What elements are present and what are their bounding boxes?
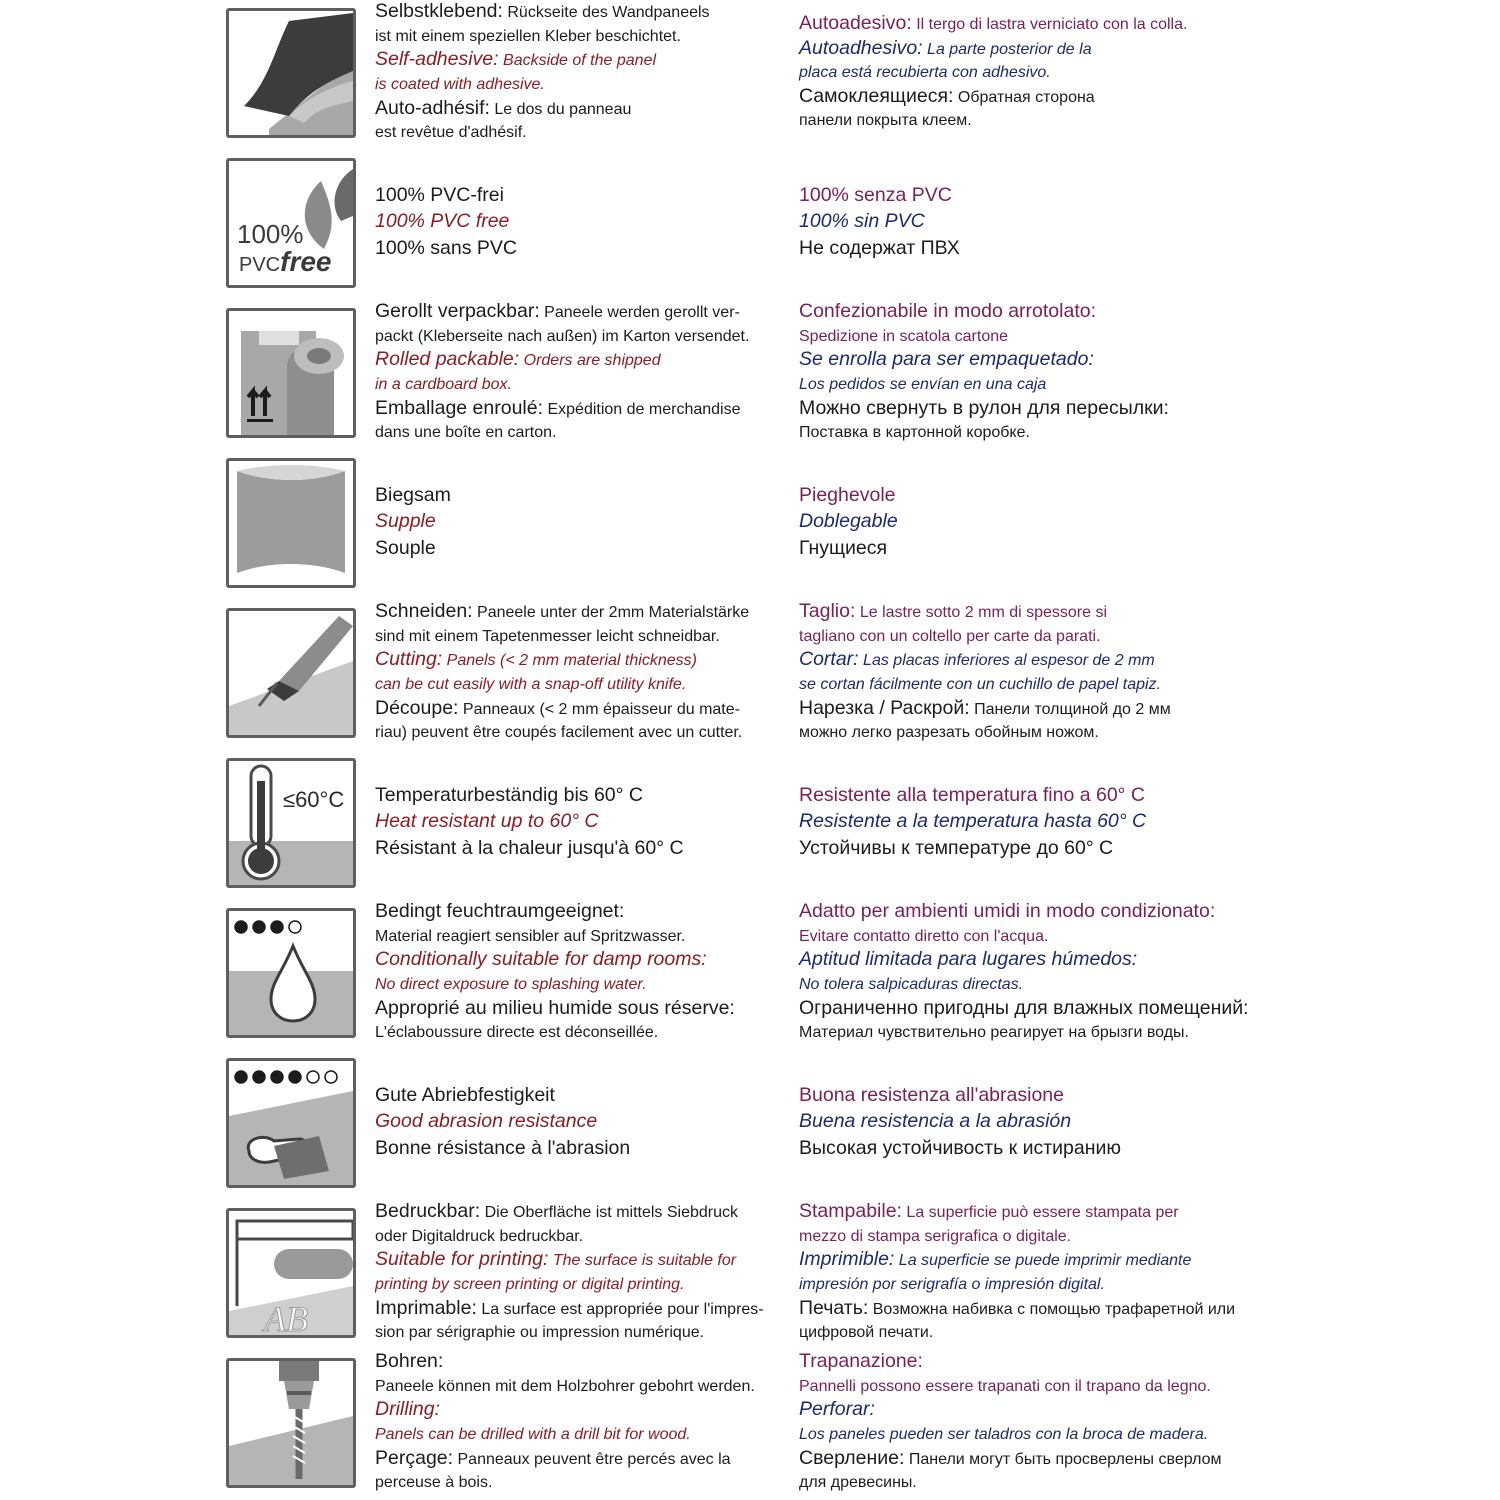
text-column-it-es-ru: [799, 12, 1187, 133]
text-line-en: Drilling:: [375, 1398, 441, 1421]
rating-dot-filled: [253, 1071, 265, 1083]
text-line-ru: Гнущиеся: [799, 536, 888, 559]
pvc-free-icon: [226, 158, 356, 288]
text-column-it-es-ru: [799, 1350, 1221, 1495]
text-line-en: Conditionally suitable for damp rooms:: [375, 948, 707, 971]
text-line-es: placa está recubierta con adhesivo.: [799, 64, 1051, 82]
text-line-ru: Материал чувствительно реагирует на брызги воды.: [799, 1024, 1189, 1042]
text-line-es: Buena resistencia a la abrasión: [799, 1110, 1072, 1133]
feature-row: [0, 150, 1500, 300]
svg-text:PVCfree: PVCfree: [239, 246, 332, 277]
text-line-it: Autoadesivo: Il tergo di lastra verniciato con la colla.: [799, 12, 1188, 34]
text-line-fr: Auto-adhésif: Le dos du panneau: [375, 96, 632, 119]
text-line-ru: панели покрыта клеем.: [799, 112, 972, 130]
text-line-en: Rolled packable: Orders are shipped: [375, 348, 661, 371]
text-line-it: Resistente alla temperatura fino a 60° C: [799, 783, 1145, 806]
text-column-de-en-fr: [375, 0, 710, 145]
text-line-de: Bedingt feuchtraumgeeignet:: [375, 900, 625, 923]
feature-row: [0, 600, 1500, 750]
text-line-fr: Emballage enroulé: Expédition de merchandise: [375, 396, 741, 419]
text-line-it: tagliano con un coltello per carte da parati.: [799, 627, 1101, 645]
text-line-de: oder Digitaldruck bedruckbar.: [375, 1227, 584, 1245]
text-line-ru: можно легко разрезать обойным ножом.: [799, 724, 1099, 742]
text-line-es: impresión por serigrafía o impresión digital.: [799, 1275, 1105, 1293]
text-column-it-es-ru: [799, 783, 1146, 863]
text-line-es: No tolera salpicaduras directas.: [799, 975, 1024, 993]
text-line-fr: sion par sérigraphie ou impression numérique.: [375, 1324, 705, 1342]
temperature-limit-text: ≤60°C: [283, 787, 345, 812]
text-line-it: 100% senza PVC: [799, 183, 952, 206]
text-line-de: Schneiden: Paneele unter der 2mm Materialstärke: [375, 600, 750, 623]
text-line-ru: Нарезка / Раскрой: Панели толщиной до 2 мм: [799, 696, 1171, 719]
text-line-de: Gerollt verpackbar: Paneele werden gerollt ver-: [375, 300, 740, 323]
text-line-it: Pannelli possono essere trapanati con il trapano da legno.: [799, 1377, 1211, 1395]
text-line-de: sind mit einem Tapetenmesser leicht schneidbar.: [375, 627, 720, 645]
text-line-de: packt (Kleberseite nach außen) im Karton versendet.: [375, 327, 750, 345]
utility-knife-icon: [226, 608, 356, 738]
text-line-fr: Découpe: Panneaux (< 2 mm épaisseur du mate-: [375, 696, 740, 719]
rating-dot-empty: [289, 921, 301, 933]
rating-dot-filled: [289, 1071, 301, 1083]
text-line-fr: 100% sans PVC: [375, 236, 517, 259]
text-line-it: Pieghevole: [799, 483, 896, 506]
text-line-en: 100% PVC free: [375, 210, 510, 233]
text-line-de: Material reagiert sensibler auf Spritzwasser.: [375, 927, 686, 945]
text-line-es: Imprimible: La superficie se puede imprimir mediante: [799, 1248, 1192, 1271]
feature-row: [0, 450, 1500, 600]
rating-dot-filled: [253, 921, 265, 933]
abrasion-hand-icon: [226, 1058, 356, 1188]
text-line-es: Autoadhesivo: La parte posterior de la: [799, 36, 1092, 59]
text-line-fr: Bonne résistance à l'abrasion: [375, 1136, 631, 1159]
text-column-de-en-fr: [375, 783, 684, 863]
thermometer-icon: [226, 758, 356, 888]
text-line-de: Bedruckbar: Die Oberfläche ist mittels Siebdruck: [375, 1200, 739, 1223]
text-column-it-es-ru: [799, 183, 960, 263]
text-column-de-en-fr: [375, 483, 451, 563]
text-column-it-es-ru: [799, 483, 898, 563]
text-line-de: Temperaturbeständig bis 60° C: [375, 783, 643, 806]
text-line-es: 100% sin PVC: [799, 210, 925, 233]
text-line-es: Se enrolla para ser empaquetado:: [799, 348, 1094, 371]
text-column-de-en-fr: [375, 1083, 630, 1163]
text-column-de-en-fr: [375, 1200, 764, 1345]
text-line-es: se cortan fácilmente con un cuchillo de papel tapiz.: [799, 675, 1161, 693]
rating-dot-filled: [271, 1071, 283, 1083]
text-line-en: Heat resistant up to 60° C: [375, 810, 599, 833]
drill-icon: [226, 1358, 356, 1488]
text-line-fr: dans une boîte en carton.: [375, 424, 557, 442]
text-column-it-es-ru: [799, 900, 1249, 1045]
feature-row: [0, 1350, 1500, 1500]
text-line-en: Self-adhesive: Backside of the panel: [375, 48, 657, 71]
feature-row: [0, 900, 1500, 1050]
text-line-en: in a cardboard box.: [375, 375, 512, 393]
text-line-de: Paneele können mit dem Holzbohrer gebohrt werden.: [375, 1377, 755, 1395]
text-column-it-es-ru: [799, 1200, 1235, 1345]
text-column-de-en-fr: [375, 183, 517, 263]
text-line-ru: Устойчивы к температуре до 60° С: [799, 836, 1114, 859]
text-line-en: can be cut easily with a snap-off utility knife.: [375, 675, 687, 693]
text-line-ru: Не содержат ПВХ: [799, 236, 960, 259]
flexible-sheet-icon: [226, 458, 356, 588]
text-line-fr: Résistant à la chaleur jusqu'à 60° C: [375, 836, 684, 859]
text-line-it: Spedizione in scatola cartone: [799, 327, 1009, 345]
text-line-es: Perforar:: [799, 1398, 875, 1421]
text-line-ru: Поставка в картонной коробке.: [799, 424, 1030, 442]
pvc-percent-text: 100%: [237, 219, 304, 249]
text-column-de-en-fr: [375, 900, 735, 1045]
text-line-es: Los pedidos se envían en una caja: [799, 375, 1047, 393]
text-line-it: mezzo di stampa serigrafica o digitale.: [799, 1227, 1072, 1245]
rolled-box-icon: [226, 308, 356, 438]
text-line-en: is coated with adhesive.: [375, 75, 545, 93]
text-line-fr: Perçage: Panneaux peuvent être percés avec la: [375, 1446, 731, 1469]
rating-dot-filled: [271, 921, 283, 933]
feature-row: [0, 1200, 1500, 1350]
text-column-de-en-fr: [375, 600, 749, 745]
rating-dot-empty: [325, 1071, 337, 1083]
text-line-en: Cutting: Panels (< 2 mm material thickness): [375, 648, 697, 671]
text-line-ru: Ограниченно пригодны для влажных помещений:: [799, 996, 1249, 1019]
text-line-es: Aptitud limitada para lugares húmedos:: [799, 948, 1138, 971]
text-line-ru: Высокая устойчивость к истиранию: [799, 1136, 1122, 1159]
text-line-de: ist mit einem speziellen Kleber beschichtet.: [375, 27, 681, 45]
text-column-de-en-fr: [375, 1350, 755, 1495]
text-line-ru: Самоклеящиеся: Обратная сторона: [799, 84, 1095, 107]
text-line-fr: L'éclaboussure directe est déconseillée.: [375, 1024, 659, 1042]
feature-row: [0, 300, 1500, 450]
printing-roller-icon: [226, 1208, 356, 1338]
text-line-fr: riau) peuvent être coupés facilement avec un cutter.: [375, 724, 743, 742]
text-line-es: Los paneles pueden ser taladros con la broca de madera.: [799, 1425, 1209, 1443]
text-line-it: Evitare contatto diretto con l'acqua.: [799, 927, 1049, 945]
rating-dot-empty: [307, 1071, 319, 1083]
text-line-es: Doblegable: [799, 510, 898, 533]
text-line-it: Adatto per ambienti umidi in modo condizionato:: [799, 900, 1216, 923]
text-line-en: Good abrasion resistance: [375, 1110, 598, 1133]
rating-dot-filled: [235, 921, 247, 933]
feature-row: [0, 1050, 1500, 1200]
text-line-ru: Печать: Возможна набивка с помощью трафаретной или: [799, 1296, 1236, 1319]
text-line-fr: Souple: [375, 536, 436, 559]
text-column-it-es-ru: [799, 600, 1171, 745]
text-line-es: Resistente a la temperatura hasta 60° C: [799, 810, 1147, 833]
text-line-de: 100% PVC-frei: [375, 183, 504, 206]
text-line-it: Taglio: Le lastre sotto 2 mm di spessore si: [799, 600, 1108, 623]
text-line-it: Trapanazione:: [799, 1350, 923, 1373]
text-line-es: Cortar: Las placas inferiores al espesor de 2 mm: [799, 648, 1155, 671]
text-line-en: No direct exposure to splashing water.: [375, 975, 647, 993]
text-line-de: Bohren:: [375, 1350, 444, 1373]
text-line-ru: для древесины.: [799, 1474, 917, 1492]
feature-row: [0, 750, 1500, 900]
text-column-it-es-ru: [799, 300, 1169, 445]
text-line-it: Stampabile: La superficie può essere stampata per: [799, 1200, 1179, 1223]
text-line-ru: Можно свернуть в рулон для пересылки:: [799, 396, 1169, 419]
water-drop-icon: [226, 908, 356, 1038]
text-line-fr: est revêtue d'adhésif.: [375, 124, 527, 142]
svg-text:AB: AB: [264, 1299, 308, 1335]
text-line-de: Biegsam: [375, 483, 451, 506]
text-line-en: Supple: [375, 510, 436, 533]
feature-row: [0, 0, 1500, 150]
text-line-en: printing by screen printing or digital printing.: [375, 1275, 685, 1293]
text-line-fr: Approprié au milieu humide sous réserve:: [375, 996, 735, 1019]
text-line-en: Panels can be drilled with a drill bit for wood.: [375, 1425, 691, 1443]
text-line-it: Buona resistenza all'abrasione: [799, 1083, 1064, 1106]
text-line-fr: Imprimable: La surface est appropriée pour l'impres-: [375, 1296, 764, 1319]
text-line-fr: perceuse à bois.: [375, 1474, 493, 1492]
text-line-it: Confezionabile in modo arrotolato:: [799, 300, 1097, 323]
rating-dot-filled: [235, 1071, 247, 1083]
self-adhesive-icon: [226, 8, 356, 138]
text-line-en: Suitable for printing: The surface is suitable for: [375, 1248, 737, 1271]
text-column-it-es-ru: [799, 1083, 1121, 1163]
text-line-de: Selbstklebend: Rückseite des Wandpaneels: [375, 0, 710, 23]
text-line-ru: Сверление: Панели могут быть просверлены сверлом: [799, 1446, 1222, 1469]
text-column-de-en-fr: [375, 300, 749, 445]
text-line-ru: цифровой печати.: [799, 1324, 934, 1342]
text-line-de: Gute Abriebfestigkeit: [375, 1083, 555, 1106]
